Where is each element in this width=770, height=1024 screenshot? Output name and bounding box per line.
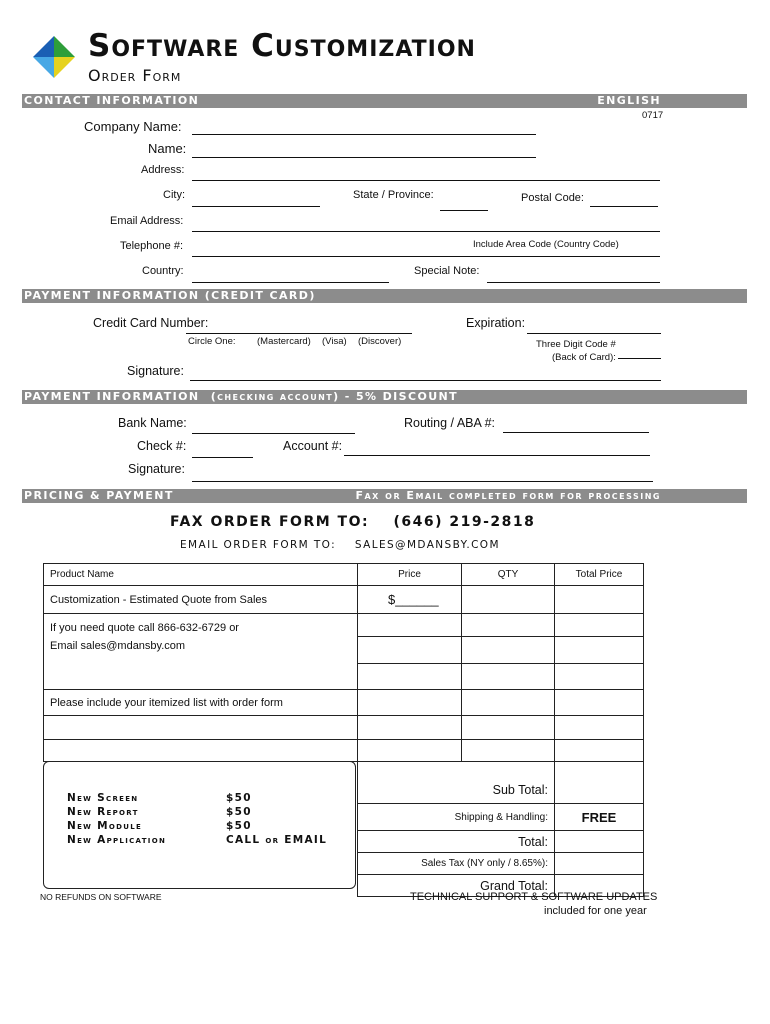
row-total-field[interactable]	[555, 614, 644, 637]
company-name-field[interactable]	[192, 134, 536, 135]
contact-section-title: CONTACT INFORMATION	[24, 94, 200, 107]
tax-label: Sales Tax (NY only / 8.65%):	[358, 853, 555, 875]
row-price-field[interactable]	[358, 690, 462, 716]
credit-card-section-title: PAYMENT INFORMATION (CREDIT CARD)	[24, 289, 316, 302]
row-qty-field[interactable]	[462, 637, 555, 664]
state-field[interactable]	[440, 210, 488, 211]
row-price-field[interactable]: $______	[358, 586, 462, 614]
price-list-box	[43, 761, 356, 889]
check-number-field[interactable]	[192, 457, 253, 458]
row-product-name: Customization - Estimated Quote from Sales	[44, 586, 358, 614]
price-item-price: CALL or EMAIL	[226, 834, 328, 846]
row-price-field[interactable]	[358, 637, 462, 664]
header-qty: QTY	[462, 564, 555, 586]
card-option-discover[interactable]: (Discover)	[358, 336, 402, 347]
subtotal-field[interactable]	[555, 762, 644, 804]
row-price-field[interactable]	[358, 664, 462, 690]
shipping-label: Shipping & Handling:	[358, 804, 555, 831]
company-name-label: Company Name:	[84, 119, 182, 134]
credit-card-section-bar	[22, 289, 747, 303]
row-total-field[interactable]	[555, 716, 644, 740]
pricing-section-note: Fax or Email completed form for processing	[355, 489, 661, 502]
row-qty-field[interactable]	[462, 740, 555, 762]
price-item-name: New Screen	[67, 792, 139, 804]
tax-field[interactable]	[555, 853, 644, 875]
check-number-label: Check #:	[137, 439, 187, 453]
row-itemized-note: Please include your itemized list with order form	[44, 690, 358, 716]
routing-label: Routing / ABA #:	[404, 416, 496, 430]
form-code: 0717	[642, 110, 664, 121]
expiration-label: Expiration:	[466, 316, 526, 330]
card-option-mastercard[interactable]: (Mastercard)	[257, 336, 311, 347]
credit-signature-field[interactable]	[190, 380, 661, 381]
email-field[interactable]	[192, 231, 660, 232]
pricing-section-bar	[22, 489, 747, 503]
checking-signature-field[interactable]	[192, 481, 653, 482]
checking-section-title: PAYMENT INFORMATION	[24, 390, 200, 403]
credit-card-number-field[interactable]	[186, 333, 412, 334]
row-product-field[interactable]	[44, 740, 358, 762]
special-note-label: Special Note:	[414, 265, 480, 277]
row-total-field[interactable]	[555, 637, 644, 664]
row-qty-field[interactable]	[462, 716, 555, 740]
row-total-field[interactable]	[555, 664, 644, 690]
row-qty-field[interactable]	[462, 664, 555, 690]
telephone-field[interactable]	[192, 256, 660, 257]
quote-info-line-2: Email sales@mdansby.com	[50, 640, 186, 652]
routing-field[interactable]	[503, 432, 649, 433]
card-option-visa[interactable]: (Visa)	[322, 336, 347, 347]
special-note-field[interactable]	[487, 282, 660, 283]
page-title: Software Customization	[88, 28, 476, 64]
three-digit-code-field[interactable]	[618, 358, 661, 359]
row-price-field[interactable]	[358, 614, 462, 637]
back-of-card-label: (Back of Card):	[552, 352, 616, 363]
language-label: ENGLISH	[597, 94, 661, 107]
country-label: Country:	[142, 265, 184, 277]
email-order-line	[180, 539, 500, 551]
table-row	[44, 586, 644, 614]
checking-section-subtitle: (checking account) - 5% DISCOUNT	[210, 390, 459, 403]
row-total-field[interactable]	[555, 690, 644, 716]
bank-name-field[interactable]	[192, 433, 355, 434]
circle-one-label: Circle One:	[188, 336, 236, 347]
bank-name-label: Bank Name:	[118, 416, 187, 430]
email-label: Email Address:	[110, 215, 184, 227]
three-digit-code-label: Three Digit Code #	[536, 339, 616, 350]
row-product-field[interactable]	[44, 716, 358, 740]
row-qty-field[interactable]	[462, 690, 555, 716]
row-price-field[interactable]	[358, 716, 462, 740]
state-label: State / Province:	[353, 189, 434, 201]
telephone-label: Telephone #:	[120, 240, 183, 252]
table-row	[44, 614, 644, 637]
price-item-name: New Application	[67, 834, 167, 846]
email-order-label: EMAIL ORDER FORM TO:	[180, 539, 337, 551]
quote-info-line-1: If you need quote call 866-632-6729 or	[50, 622, 239, 634]
no-refunds-note: NO REFUNDS ON SOFTWARE	[40, 892, 162, 902]
header-total-price: Total Price	[555, 564, 644, 586]
name-field[interactable]	[192, 157, 536, 158]
header-product-name: Product Name	[44, 564, 358, 586]
checking-section-bar	[22, 390, 747, 404]
row-price-field[interactable]	[358, 740, 462, 762]
row-qty-field[interactable]	[462, 614, 555, 637]
row-quote-info	[44, 614, 358, 690]
table-row	[44, 690, 644, 716]
credit-signature-label: Signature:	[127, 364, 184, 378]
address-field[interactable]	[192, 180, 660, 181]
country-field[interactable]	[192, 282, 389, 283]
support-note-line-2: included for one year	[544, 905, 647, 917]
shipping-value: FREE	[555, 804, 644, 831]
city-field[interactable]	[192, 206, 320, 207]
table-row	[44, 740, 644, 762]
fax-label: FAX ORDER FORM TO:	[170, 514, 370, 530]
grand-total-label: Grand Total:	[358, 875, 555, 897]
account-number-label: Account #:	[283, 439, 343, 453]
account-number-field[interactable]	[344, 455, 650, 456]
table-header-row	[44, 564, 644, 586]
credit-card-number-label: Credit Card Number:	[93, 316, 209, 330]
postal-code-label: Postal Code:	[521, 192, 584, 204]
row-total-field[interactable]	[555, 740, 644, 762]
header-price: Price	[358, 564, 462, 586]
expiration-field[interactable]	[527, 333, 661, 334]
table-row	[44, 716, 644, 740]
price-item-name: New Report	[67, 806, 139, 818]
email-order-value: SALES@MDANSBY.COM	[354, 539, 500, 551]
fax-number: (646) 219-2818	[393, 514, 536, 530]
price-item-name: New Module	[67, 820, 143, 832]
telephone-note: Include Area Code (Country Code)	[473, 239, 619, 250]
price-item-price: $50	[226, 820, 252, 832]
subtotal-label: Sub Total:	[358, 762, 555, 804]
fax-order-line	[170, 514, 535, 530]
page-subtitle: Order Form	[88, 66, 182, 85]
support-note-line-1: TECHNICAL SUPPORT & SOFTWARE UPDATES	[410, 891, 658, 903]
name-label: Name:	[148, 141, 187, 156]
logo-diamond-icon	[33, 36, 75, 78]
postal-code-field[interactable]	[590, 206, 658, 207]
city-label: City:	[163, 189, 185, 201]
contact-section-bar	[22, 94, 747, 108]
row-total-field[interactable]	[555, 586, 644, 614]
total-field[interactable]	[555, 831, 644, 853]
total-label: Total:	[358, 831, 555, 853]
price-item-price: $50	[226, 806, 252, 818]
checking-signature-label: Signature:	[128, 462, 185, 476]
row-qty-field[interactable]	[462, 586, 555, 614]
pricing-section-title: PRICING & PAYMENT	[24, 489, 174, 502]
price-item-price: $50	[226, 792, 252, 804]
address-label: Address:	[141, 164, 185, 176]
